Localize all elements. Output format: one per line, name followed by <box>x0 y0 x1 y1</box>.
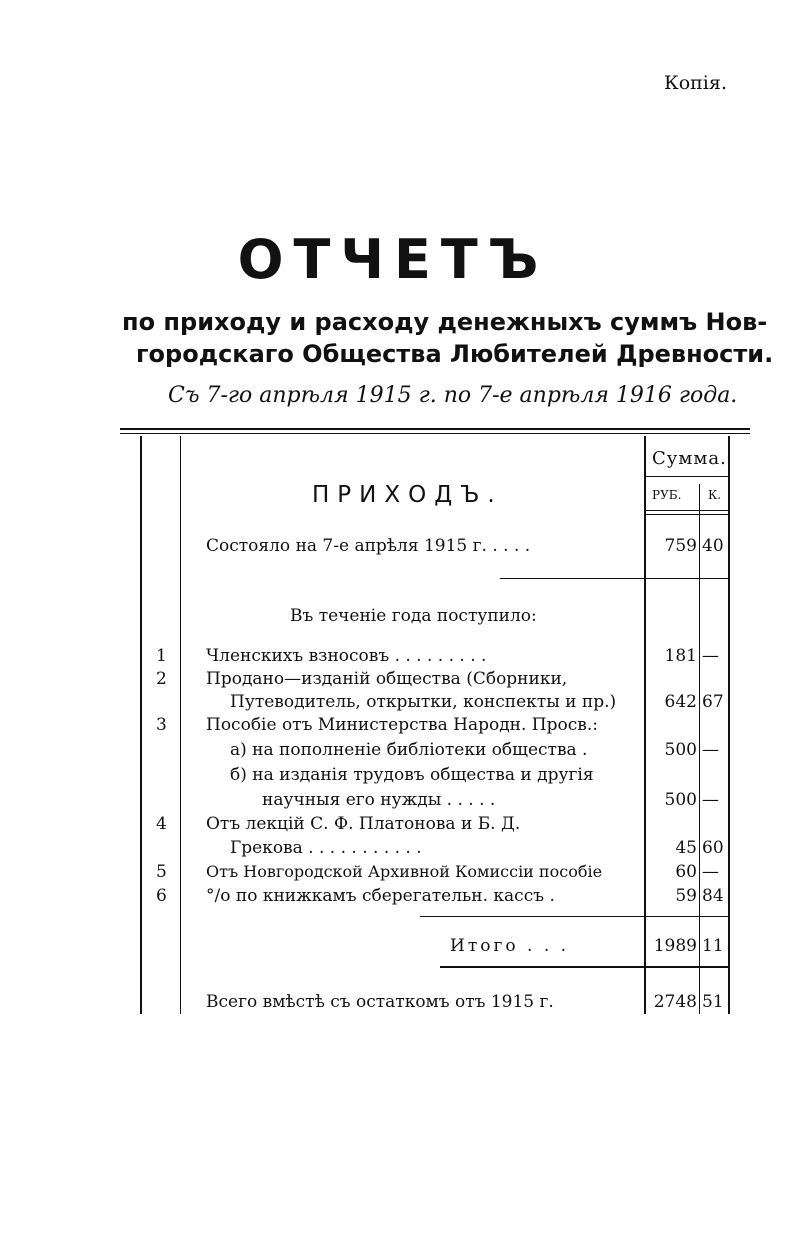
grand-total-rub: 2748 <box>653 992 697 1012</box>
item-label: Отъ Новгородской Архивной Комиссіи пособіе <box>206 862 603 881</box>
rub-header: РУБ. <box>652 488 682 502</box>
opening-balance-label: Состояло на 7-е апрѣля 1915 г. . . . . <box>206 536 531 556</box>
item-rub: 45 <box>675 838 697 858</box>
top-rule-2 <box>120 433 750 434</box>
subtitle-line-2: городскаго Общества Любителей Древности. <box>136 340 774 368</box>
total-kop: 11 <box>702 936 724 956</box>
item-rub: 500 <box>664 790 697 810</box>
item-kop: 84 <box>702 886 724 906</box>
item-kop: — <box>702 646 719 666</box>
item-number: 5 <box>156 862 167 882</box>
subtotal-rule <box>420 916 728 917</box>
item-number: 6 <box>156 886 167 906</box>
item-label-continued: Путеводитель, открытки, конспекты и пр.) <box>230 692 617 712</box>
item-label-continued: Грекова . . . . . . . . . . . <box>230 838 422 858</box>
item-rub: 59 <box>675 886 697 906</box>
grand-total-kop: 51 <box>702 992 724 1012</box>
item-rub: 642 <box>664 692 697 712</box>
sum-header-rule <box>646 476 728 477</box>
kop-header: К. <box>708 488 722 502</box>
item-kop: — <box>702 862 719 882</box>
right-border-line <box>728 436 730 1014</box>
item-label: б) на изданія трудовъ общества и другія <box>230 765 594 785</box>
subtitle-line-1: по приходу и расходу денежныхъ суммъ Нов- <box>122 308 768 336</box>
section-title-income: ПРИХОДЪ. <box>312 482 503 508</box>
item-label-continued: научныя его нужды . . . . . <box>262 790 496 810</box>
item-kop: — <box>702 740 719 760</box>
grand-total-label: Всего вмѣстѣ съ остаткомъ отъ 1915 г. <box>206 992 554 1012</box>
report-period: Съ 7-го апрѣля 1915 г. по 7-е апрѣля 1916 года. <box>168 383 738 408</box>
item-number: 2 <box>156 669 167 689</box>
item-label: Отъ лекцій С. Ф. Платонова и Б. Д. <box>206 814 521 834</box>
item-label: Пособіе отъ Министерства Народн. Просв.: <box>206 715 598 735</box>
opening-balance-kop: 40 <box>702 536 724 556</box>
item-rub: 60 <box>675 862 697 882</box>
item-label: а) на пополненіе библіотеки общества . <box>230 740 588 760</box>
item-number: 4 <box>156 814 167 834</box>
copy-label: Копія. <box>664 72 727 94</box>
sum-header: Сумма. <box>652 448 727 469</box>
unit-header-rule-1 <box>646 510 728 511</box>
report-title: ОТЧЕТЪ <box>237 228 549 291</box>
item-kop: 60 <box>702 838 724 858</box>
item-rub: 181 <box>664 646 697 666</box>
item-label: Членскихъ взносовъ . . . . . . . . . <box>206 646 487 666</box>
total-rub: 1989 <box>653 936 697 956</box>
total-label: Итого . . . <box>450 936 570 956</box>
item-label: Продано—изданій общества (Сборники, <box>206 669 568 689</box>
total-rule <box>440 966 728 968</box>
top-rule-1 <box>120 428 750 430</box>
kop-column-line <box>699 484 700 1014</box>
item-rub: 500 <box>664 740 697 760</box>
received-heading: Въ теченіе года поступило: <box>290 606 537 626</box>
opening-balance-rub: 759 <box>664 536 697 556</box>
unit-header-rule-2 <box>646 514 728 515</box>
item-number: 3 <box>156 715 167 735</box>
item-kop: 67 <box>702 692 724 712</box>
item-label: °/о по книжкамъ сберегательн. кассъ . <box>206 886 555 906</box>
opening-rule <box>500 578 728 579</box>
item-kop: — <box>702 790 719 810</box>
rub-column-line <box>644 436 646 1014</box>
item-number: 1 <box>156 646 167 666</box>
left-border-line <box>140 436 142 1014</box>
number-column-line <box>180 436 181 1014</box>
